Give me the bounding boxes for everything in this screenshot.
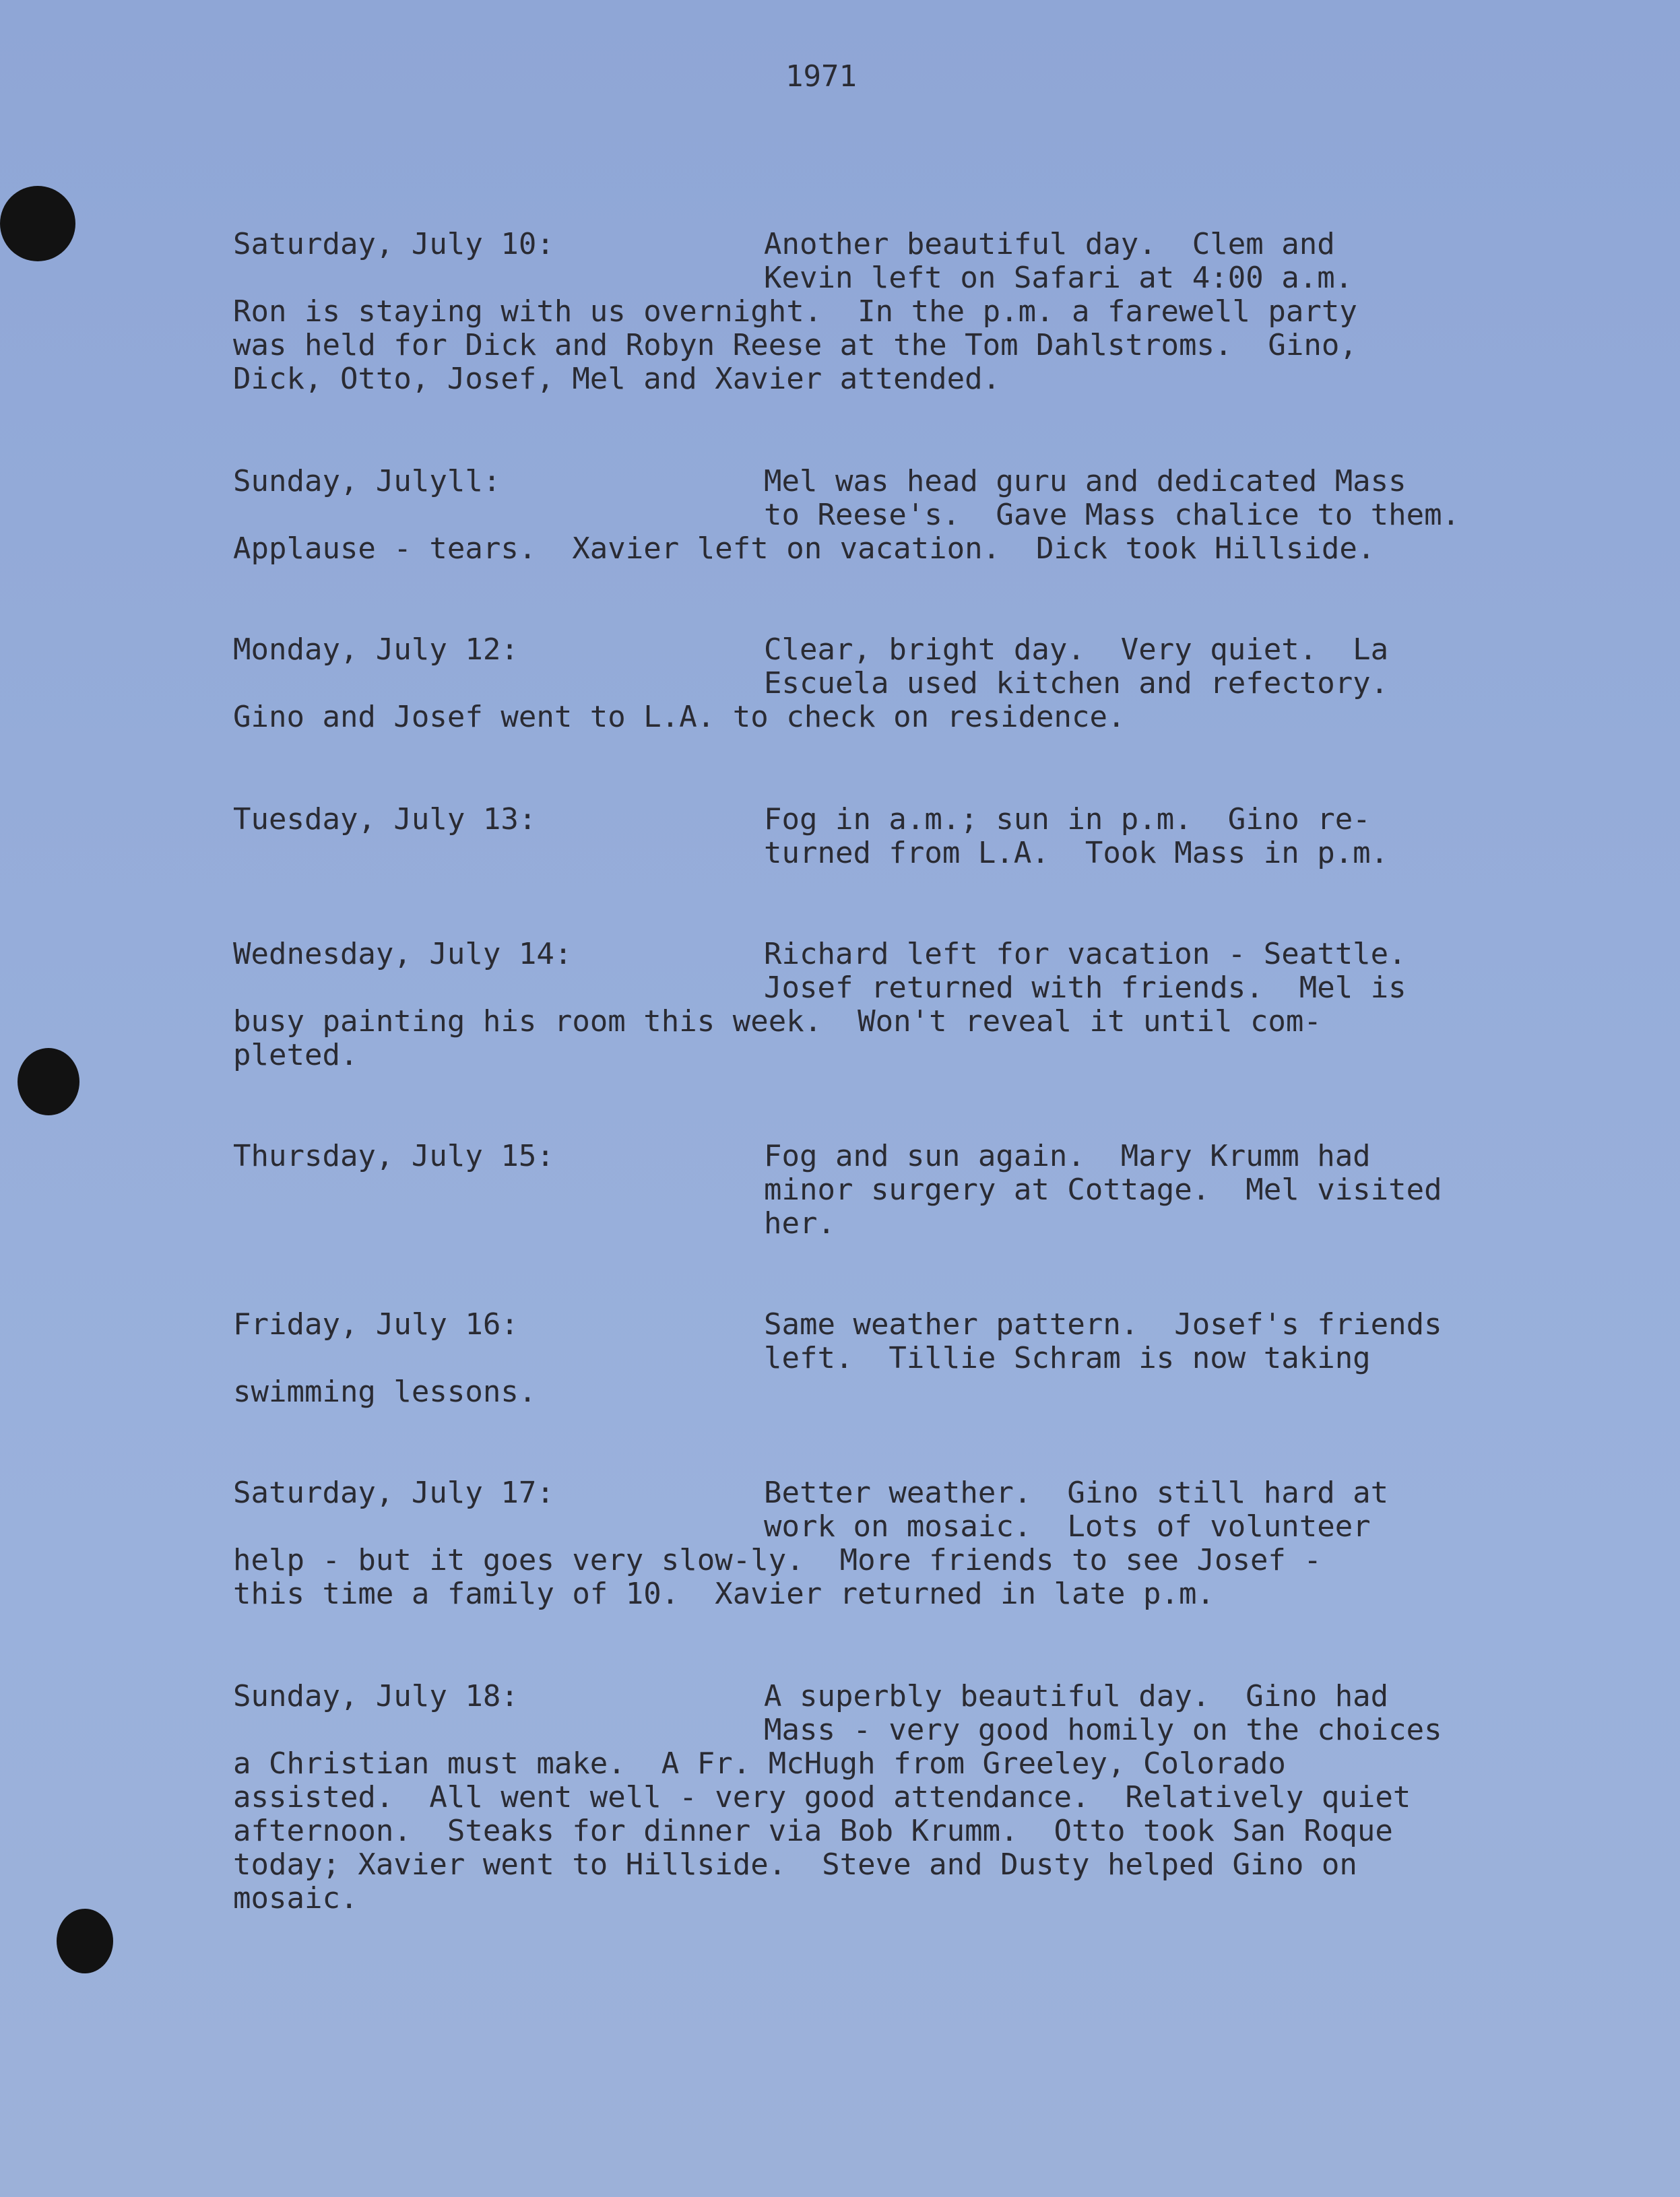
entry-text-line: Richard left for vacation - Seattle. (764, 937, 1407, 971)
punch-hole-top (0, 186, 75, 261)
journal-entry (233, 228, 1567, 396)
entry-text-line: Dick, Otto, Josef, Mel and Xavier attended. (233, 362, 1001, 396)
entry-text-line: Fog in a.m.; sun in p.m. Gino re- (764, 802, 1371, 837)
entry-text-line: busy painting his room this week. Won't reveal it until com- (233, 1004, 1322, 1039)
entry-text-line: Mel was head guru and dedicated Mass (764, 464, 1407, 498)
journal-entry (233, 1140, 1567, 1241)
entry-text-line: Fog and sun again. Mary Krumm had (764, 1139, 1371, 1173)
entry-text-line: Mass - very good homily on the choices (764, 1713, 1442, 1747)
entry-indented-line (233, 837, 1567, 870)
entry-date: Saturday, July 10: (233, 227, 554, 261)
entry-text-line: Better weather. Gino still hard at (764, 1476, 1389, 1510)
entry-first-line (233, 1680, 1567, 1713)
entry-first-line (233, 228, 1567, 261)
entry-first-line (233, 1140, 1567, 1173)
entry-first-line (233, 465, 1567, 498)
entry-text-line: Another beautiful day. Clem and (764, 227, 1335, 261)
entry-text-line: Escuela used kitchen and refectory. (764, 666, 1389, 700)
entry-date: Thursday, July 15: (233, 1139, 554, 1173)
entry-indented-line (233, 667, 1567, 700)
entry-text-line: pleted. (233, 1038, 358, 1072)
entry-indented-line (233, 1713, 1567, 1747)
entry-indented-line (233, 1510, 1567, 1544)
entry-text-line: A superbly beautiful day. Gino had (764, 1679, 1389, 1713)
journal-entry (233, 1680, 1567, 1915)
entry-first-line (233, 1476, 1567, 1510)
journal-entry (233, 633, 1567, 734)
entry-text-line: turned from L.A. Took Mass in p.m. (764, 836, 1389, 870)
entry-text-line: swimming lessons. (233, 1375, 537, 1409)
entry-date: Saturday, July 17: (233, 1476, 554, 1510)
entry-indented-line (233, 1207, 1567, 1241)
entry-text-line: her. (764, 1206, 835, 1241)
entry-text-line: a Christian must make. A Fr. McHugh from Greeley, Colorado (233, 1746, 1286, 1781)
entry-text-line: was held for Dick and Robyn Reese at the Tom Dahlstroms. Gino, (233, 328, 1357, 362)
entry-text-line: assisted. All went well - very good attendance. Relatively quiet (233, 1780, 1411, 1814)
entry-date: Sunday, Julyll: (233, 464, 501, 498)
entry-text-line: minor surgery at Cottage. Mel visited (764, 1173, 1442, 1207)
entry-text-line: Ron is staying with us overnight. In the p.m. a farewell party (233, 294, 1357, 329)
entry-text-line: Kevin left on Safari at 4:00 a.m. (764, 261, 1353, 295)
punch-hole-middle (18, 1048, 79, 1115)
journal-entry (233, 1476, 1567, 1611)
entry-text-line: left. Tillie Schram is now taking (764, 1341, 1371, 1375)
entry-text-line: Applause - tears. Xavier left on vacation. Dick took Hillside. (233, 531, 1376, 566)
entry-text-line: this time a family of 10. Xavier returned in late p.m. (233, 1577, 1215, 1611)
entry-indented-line (233, 1342, 1567, 1375)
entry-text-line: afternoon. Steaks for dinner via Bob Krumm. Otto took San Roque (233, 1814, 1393, 1848)
entry-date: Wednesday, July 14: (233, 937, 573, 971)
entry-text-line: mosaic. (233, 1881, 358, 1915)
entry-indented-line (233, 261, 1567, 295)
entry-text-line: Josef returned with friends. Mel is (764, 971, 1407, 1005)
entry-date: Tuesday, July 13: (233, 802, 537, 837)
entry-first-line (233, 803, 1567, 837)
entry-text-line: Gino and Josef went to L.A. to check on residence. (233, 700, 1126, 734)
journal-entry (233, 803, 1567, 870)
entry-first-line (233, 938, 1567, 971)
entry-date: Friday, July 16: (233, 1307, 519, 1342)
entry-first-line (233, 1308, 1567, 1342)
entry-indented-line (233, 1173, 1567, 1207)
entry-indented-line (233, 971, 1567, 1005)
entry-first-line (233, 633, 1567, 667)
entry-text-line: Same weather pattern. Josef's friends (764, 1307, 1442, 1342)
journal-entry (233, 465, 1567, 566)
journal-entry (233, 938, 1567, 1072)
punch-hole-bottom (57, 1909, 113, 1973)
journal-entry (233, 1308, 1567, 1409)
entry-text-line: work on mosaic. Lots of volunteer (764, 1509, 1371, 1544)
entry-text-line: today; Xavier went to Hillside. Steve and Dusty helped Gino on (233, 1847, 1357, 1882)
entry-text-line: to Reese's. Gave Mass chalice to them. (764, 498, 1460, 532)
entry-indented-line (233, 498, 1567, 532)
page-year-header: 1971 (785, 59, 857, 94)
entry-text-line: help - but it goes very slow-ly. More friends to see Josef - (233, 1543, 1322, 1577)
entry-text-line: Clear, bright day. Very quiet. La (764, 632, 1389, 667)
entry-date: Monday, July 12: (233, 632, 519, 667)
entry-date: Sunday, July 18: (233, 1679, 519, 1713)
